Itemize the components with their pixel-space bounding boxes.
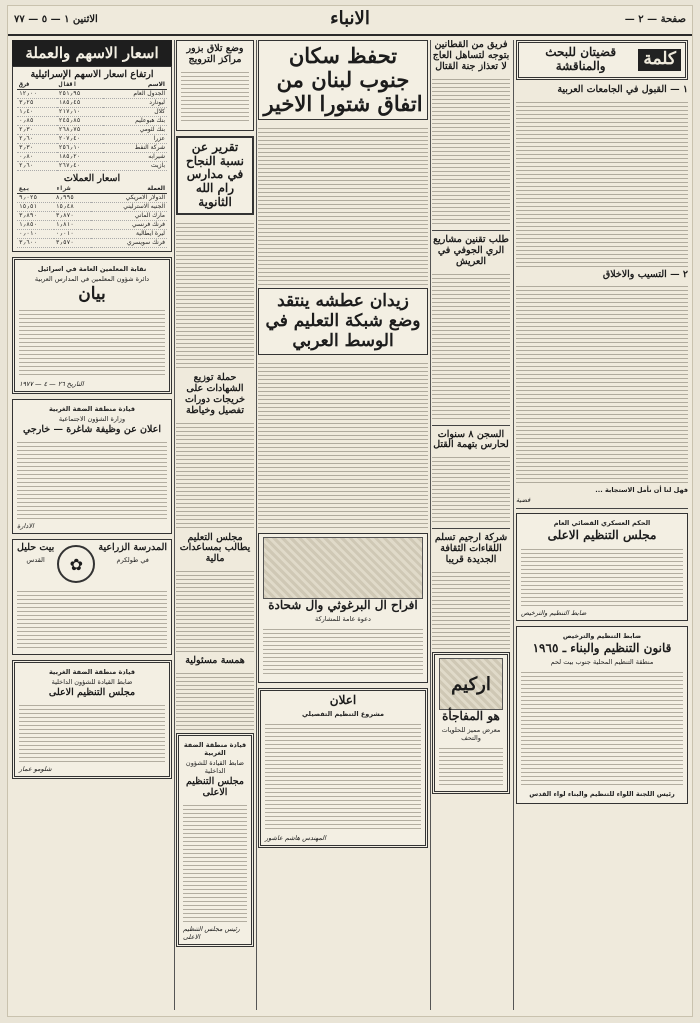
stock-cell: ليونارد — [103, 98, 167, 107]
opinion-header — [516, 40, 688, 80]
stock-cell: الجدول العام — [103, 89, 167, 98]
legal-notice-1 — [516, 513, 688, 621]
stock-cell: ٢٫٦٠ — [17, 134, 57, 143]
stock-row — [17, 89, 167, 98]
education-headline: تقرير عن نسبة النجاح في مدارس رام الله الثانوية — [185, 139, 245, 210]
stocks-table — [17, 81, 167, 171]
story-heading: طلب تقنين مشاريع الري الجوفي في العريش — [433, 233, 509, 267]
notice-heading: ضابط التنظيم والترخيص — [562, 632, 642, 641]
notice-subtitle: منطقة التنظيم المحلية جنوب بيت لحم — [550, 658, 654, 667]
currency-header: بيع — [17, 185, 54, 194]
legal-notice-col4 — [176, 733, 254, 947]
union-date: التاريخ ٢٦ — ٤ — ١٩٧٧ — [19, 380, 84, 389]
stock-cell: شيرابه — [103, 152, 167, 161]
union-subheading: دائرة شؤون المعلمين في المدارس العربية — [34, 274, 150, 283]
school-advert — [12, 539, 172, 655]
currency-cell: الجنيه الاسترليني — [91, 202, 167, 211]
stock-cell: ٠٫٨٥ — [17, 116, 57, 125]
advert-subtitle: هو المفاجأة — [442, 709, 500, 724]
stock-row — [17, 98, 167, 107]
stocks-heading: ارتفاع اسعار الاسهم الإسرائيلية — [30, 69, 154, 80]
markets-banner: اسعار الاسهم والعملة — [12, 40, 172, 66]
advert-title: اركيم — [451, 673, 491, 695]
short-box — [176, 40, 254, 131]
second-story-box — [258, 288, 428, 355]
stock-cell: ١٢٫٠٠ — [17, 89, 57, 98]
column-news-short — [432, 40, 510, 1010]
notice-signature: ضابط التنظيم والترخيص — [521, 609, 587, 618]
opinion-closing: فهل لنا أن نأمل الاستجابة ... — [595, 486, 688, 495]
stock-cell: ٢٫٦٠ — [17, 161, 57, 170]
stock-cell: ٢٦٧٫٤٠ — [57, 161, 103, 170]
legal-notice-2 — [516, 626, 688, 804]
column-markets — [12, 40, 172, 1010]
notice-office: الحكم العسكري القضائي العام — [553, 519, 651, 528]
masthead — [8, 6, 692, 36]
stock-row — [17, 116, 167, 125]
currency-cell: ٩٫٠٢٥ — [17, 193, 54, 202]
lead-headline: تحفظ سكان جنوب لبنان من اتفاق شتورا الاخير — [263, 43, 423, 117]
story-heading: شركة ارجيم تسلم اللقاءات الثقافة الجديدة قريبا — [434, 532, 508, 566]
currency-table — [17, 185, 167, 248]
paper-name: الانباء — [330, 8, 370, 29]
stock-cell: ٢٫٣٠ — [17, 125, 57, 134]
school-location: في طولكرم — [116, 556, 149, 565]
notice-title: مجلس التنظيم الاعلى — [547, 528, 657, 543]
opinion-signature: قضية — [516, 496, 531, 505]
currency-cell: ١٥٫٤٨ — [54, 202, 91, 211]
currency-row — [17, 211, 167, 220]
opinion-title: قضيتان للبحث والمناقشة — [545, 45, 617, 73]
story-heading: حملة توزيع الشهادات على خريجات دورات تفصيل وخياطة — [184, 371, 246, 416]
stock-header: الاسم — [103, 81, 167, 90]
stock-cell: ١٫٤٠ — [17, 107, 57, 116]
stock-cell: شركة النفط — [103, 143, 167, 152]
currency-row — [17, 202, 167, 211]
school-city: القدس — [26, 556, 45, 565]
stock-cell: بنك هبوعليم — [103, 116, 167, 125]
story-heading: مجلس التعليم يطالب بمساعدات مالية — [179, 531, 251, 565]
column-divider — [513, 40, 514, 1010]
wedding-announcement — [258, 533, 428, 683]
second-headline: زيدان عطشه ينتقد وضع شبكة التعليم في الوسط العربي — [265, 291, 421, 351]
stock-row — [17, 161, 167, 170]
currency-header: شراء — [54, 185, 91, 194]
currency-row — [17, 193, 167, 202]
notice-signature: شلومو عمار — [19, 765, 52, 774]
currency-cell: ١٫٨٥٠ — [17, 220, 54, 229]
column-divider — [256, 40, 257, 1010]
opinion-subheading-2: ٢ — التسيب والاخلاق — [602, 268, 688, 280]
notice-office: قيادة منطقة الضفة الغربية — [48, 668, 136, 677]
school-logo-icon: ✿ — [57, 545, 95, 583]
stock-row — [17, 125, 167, 134]
stock-cell: بازيت — [103, 161, 167, 170]
story-heading: فريق من القطانين بتوجه لتساهل العاج لا تعذاز جنة القتال — [432, 40, 510, 72]
union-title: بيان — [78, 283, 106, 304]
column-education — [176, 40, 254, 1010]
column-divider — [430, 40, 431, 1010]
notice-title: مجلس التنظيم الاعلى — [185, 776, 245, 799]
notice-heading: ضابط القيادة للشؤون الداخلية — [51, 678, 133, 687]
school-name: المدرسة الزراعية — [98, 542, 167, 554]
stock-cell: بنك لئومي — [103, 125, 167, 134]
stock-cell: ٢٥١٫٩٥ — [57, 89, 103, 98]
column-logo: كلمة — [638, 49, 681, 71]
currency-heading: اسعار العملات — [63, 172, 121, 184]
currency-cell: الدولار الامريكي — [91, 193, 167, 202]
currency-row — [17, 238, 167, 247]
union-heading: نقابة المعلمين العامة في اسرائيل — [37, 264, 147, 273]
stock-cell: ٢٦٨٫٧٥ — [57, 125, 103, 134]
notice-signature: رئيس اللجنة اللواء للتنظيم والبناء لواء القدس — [529, 790, 675, 799]
notice-office: قيادة منطقة الضفة الغربية — [183, 741, 247, 758]
stock-cell: كلال — [103, 107, 167, 116]
currency-row — [17, 229, 167, 238]
advert-text: معرض مميز للحلويات والتحف — [441, 725, 501, 742]
vacancy-notice — [12, 399, 172, 534]
stock-cell: ٢٠٧٫٤٠ — [57, 134, 103, 143]
opinion-body-1 — [516, 99, 688, 267]
issue-date: الاثنين ١ — ٥ — ٧٧ — [14, 14, 98, 25]
lead-story-box — [258, 40, 428, 120]
story-heading: همسة مسئولية — [185, 655, 245, 667]
column-divider — [174, 40, 175, 1010]
story-heading: السجن ٨ سنوات لحارس بتهمة القتل — [433, 428, 509, 451]
currency-cell: فرنك فرنسي — [91, 220, 167, 229]
page-label: صفحة — ٢ — — [624, 14, 686, 25]
legal-notice-col5 — [12, 660, 172, 779]
currency-row — [17, 220, 167, 229]
notice-signature: رئيس مجلس التنظيم الاعلى — [183, 925, 240, 942]
currency-cell: ٨٫٩٩٥ — [54, 193, 91, 202]
stock-cell: ٢١٧٫١٠ — [57, 107, 103, 116]
stock-row — [17, 143, 167, 152]
notice-signature: الادارة — [17, 522, 34, 531]
column-main-news — [258, 40, 428, 1010]
notice-title: اعلان — [329, 692, 357, 707]
stock-header: اقفال — [57, 81, 103, 90]
education-headline-box — [176, 136, 254, 215]
notice-heading: ضابط القيادة للشؤون الداخلية — [185, 759, 245, 776]
stock-cell: ١٨٥٫٤٥ — [57, 98, 103, 107]
stock-cell: ١٨٥٫٢٠ — [57, 152, 103, 161]
short-box-title: وضع تلاق بزور مراكز الترويج — [186, 43, 244, 65]
legal-notice-col3 — [258, 688, 428, 848]
currency-header: العملة — [91, 185, 167, 194]
currency-cell: مارك الماني — [91, 211, 167, 220]
currency-cell: ٣٫٨٩٠ — [17, 211, 54, 220]
stock-header: فرق — [17, 81, 57, 90]
stock-cell: ٣٫٢٥ — [17, 98, 57, 107]
currency-cell: ٣٫٦٠٠ — [17, 238, 54, 247]
stock-cell: ٢٥٦٫١٠ — [57, 143, 103, 152]
currency-cell: ١٫٨١٠ — [54, 220, 91, 229]
opinion-body-2 — [516, 283, 688, 483]
newspaper-page — [8, 6, 692, 1016]
wedding-title: افراح ال البرغوثي وال شحادة — [268, 598, 418, 613]
currency-cell: ٠٫٠١٠ — [17, 229, 54, 238]
stock-cell: ٢٤٥٫٨٥ — [57, 116, 103, 125]
currency-cell: ١٥٫٥١ — [17, 202, 54, 211]
stocks-box — [12, 66, 172, 252]
stock-row — [17, 134, 167, 143]
currency-cell: ٣٫٨٧٠ — [54, 211, 91, 220]
currency-cell: ليرة ايطالية — [91, 229, 167, 238]
advert-argim — [432, 652, 510, 794]
union-statement — [12, 257, 172, 395]
notice-title: قانون التنظيم والبناء ـ ١٩٦٥ — [532, 641, 672, 656]
notice-title: اعلان عن وظيفة شاغرة — خارجي — [23, 424, 161, 436]
notice-heading: مشروع التنظيم التفصيلي — [301, 709, 385, 718]
opinion-subheading-1: ١ — القبول في الجامعات العربية — [557, 83, 688, 95]
school-place: بيت حليل — [17, 542, 55, 554]
stock-cell: ٠٫٨٠ — [17, 152, 57, 161]
stock-cell: ٣٫٣٠ — [17, 143, 57, 152]
wedding-subtitle: دعوة عامة للمشاركة — [315, 614, 371, 623]
stock-row — [17, 107, 167, 116]
notice-heading: وزارة الشؤون الاجتماعية — [58, 415, 126, 424]
notice-signature: المهندس هاشم عاشور — [265, 833, 326, 842]
column-opinion — [516, 40, 688, 1010]
currency-cell: ٠٫٠١٠ — [54, 229, 91, 238]
stock-row — [17, 152, 167, 161]
currency-cell: فرنك سويسري — [91, 238, 167, 247]
currency-cell: ٣٫٥٧٠ — [54, 238, 91, 247]
stock-cell: عزرا — [103, 134, 167, 143]
notice-office: قيادة منطقة الضفة الغربية — [48, 405, 136, 414]
notice-title: مجلس التنظيم الاعلى — [48, 687, 136, 699]
